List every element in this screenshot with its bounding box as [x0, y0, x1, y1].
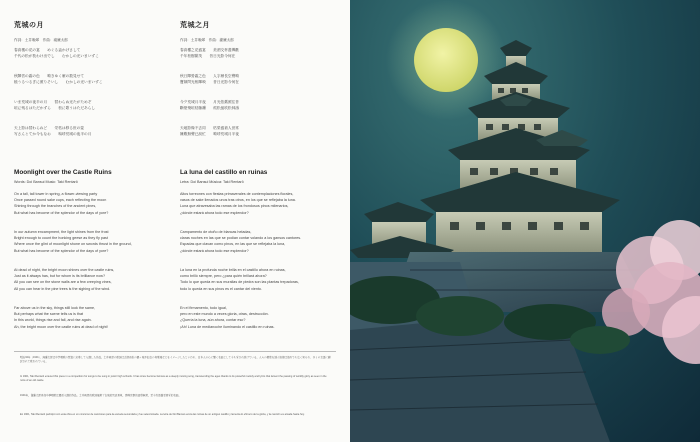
note-english: In 1901, Taki Rentarō entered this piece in a competition for songs to be sung in junior high schools. It has since become famous as a deeply moving song, transcending the ages thanks to its powerful melody and lyrics that lament the passing of worldly glory as seen in the ruins of an old castle. [20, 375, 327, 382]
english-stanza-4: Far above us in the sky, things still look the same, But perhaps what the scene tells us is that In this world, things rise and fall, and rise again. Ah, the bright moon over the castle ruins at dead of night! [14, 306, 108, 329]
japanese-stanza-2: 秋陣営の霜の色 鳴きゆく雁の数見せて 植うるつるぎに照りそいし むかしの光いまいずこ [14, 74, 103, 85]
spanish-credit: Letra: Doi Bansui Música: Taki Rentarō [180, 180, 244, 184]
english-stanza-3: At dead of night, the bright moon shines over the castle ruins, Just as it always has, but for whom is its brilliance now? All you can see on the stone walls are a few creeping vines, All you can hear in the pine trees is the sighing of the wind. [14, 268, 115, 291]
english-stanza-2: In our autumn encampment, the light shines from the frost Bright enough to count the honking geese as they fly past Where once the glint of moonlight shone on swords thrust in the ground, But what has become of the splendor of the days of yore? [14, 230, 132, 253]
chinese-stanza-1: 春高樓之花盛宴 美酒交杯盡傳歡 千年松樹繁茂 昔日光影今何在 [180, 48, 239, 59]
english-stanza-1: On a tall, tall tower in spring, a flower-viewing party Once passed round sake cups, each reflecting the moon Shining through the branches of the ancient pines, But what has become of the splendor of the days of yore? [14, 192, 109, 215]
japanese-stanza-3: いま荒城の夜半の月 替わらぬ光たがためぞ 垣に残るはただかずら 松に歌うはただあらし [14, 100, 96, 111]
english-title: Moonlight over the Castle Ruins [14, 169, 112, 176]
chinese-credit: 作詞：土井晩翠 作曲：瀧廉太郎 [180, 38, 234, 42]
footnote-divider [14, 351, 336, 352]
japanese-title: 荒城の月 [14, 22, 44, 29]
note-spanish: En 1901, Taki Rentarō participó con esta obra en un concurso de canciones para la escuela secundaria y fue seleccionada. La letra de Doi Bansui evoca las ruinas de un antiguo castillo y lamenta lo efímero de la gloria, y la canción es amada hasta hoy. [20, 413, 305, 416]
full-moon [414, 28, 478, 92]
castle-painting [350, 0, 700, 442]
japanese-stanza-4: 天上影は替わらねど 栄枯は移る世の姿 写さんとてか今もなお 嗚呼荒城の夜半の月 [14, 126, 92, 137]
spanish-stanza-1: Altos torreones con fiestas primaverales de contemplaciones florales, vasos de sake llenados unos tras otros, en los que se reflejaba la luna. Luna que atravesaba las ramas de los frondosos pinos milenarios, ¿dónde estará ahora todo ese esplendor? [180, 192, 296, 215]
chinese-stanza-2: 秋日陣營霜之色 人字雁長空聲鳴 寶劍閃光相輝映 昔日光影今何在 [180, 74, 239, 85]
spanish-title: La luna del castillo en ruinas [180, 169, 268, 176]
castle-illustration [350, 0, 700, 442]
chinese-stanza-4: 天地影像不去同 枯榮盛衰人世常 擁殿無聲已淚忙 鳴呼荒城月半夜 [180, 126, 239, 137]
spanish-stanza-3: La luna en la profunda noche brilla en el castillo ahora en ruinas, como brilló siempre, pero ¿para quién brillará ahora? Todo lo que queda en sus murallas de piedra son las plantas trepadoras, todo lo queda en sus pinos es el cantar del viento. [180, 268, 299, 291]
chinese-stanza-3: 今夕荒城月半夜 月光依舊照往昔 斷壁殘垣枯藤纏 孤松風吹松林濤 [180, 100, 239, 111]
note-chinese: 1901年，瀧廉太郎參加中學唱歌比賽而入選的作品。土井晚翠的歌詞描寫了古城的荒涼景象，感嘆世事的盛衰無常，至今仍是廣受喜愛的名曲。 [20, 394, 182, 397]
note-japanese: 明治34年（1901）、滝廉太郎は中学唱歌の懸賞に応募して入選した作品。土井晩翠の歌詞は会津若松の鶴ヶ城や仙台の青葉城などをイメージしたといわれ、日本人の心に響く名曲として今も愛され続けている。人々の郷愁を誘う旋律は海外でも広く知られ、多くの言語に翻訳されて歌われている。 [20, 356, 331, 363]
spanish-stanza-4: En el firmamento, todo igual, pero en este mundo a veces gloria, otras, destrucción. ¿Quería la luna, aún ahora, contar eso? ¡Ah! Luna de medianoche iluminando el castillo en ruinas. [180, 306, 275, 329]
english-credit: Words: Doi Bansui Music: Taki Rentarō [14, 180, 78, 184]
japanese-credit: 作詞：土井晩翠 作曲：滝廉太郎 [14, 38, 68, 42]
japanese-stanza-1: 春高楼の花の宴 めぐる盃かげさして 千代の松が枝わけ出でし むかしの光いまいずこ [14, 48, 99, 59]
spanish-stanza-2: Campamento de otoño de blancas heladas, claras noches en las que se podían contar volando a los gansos cantores. Espadas que clavan como pinos, en las que se reflejaba la luna, ¿dónde estará ahora todo ese esplendor? [180, 230, 302, 253]
chinese-title: 荒城之月 [180, 22, 210, 29]
